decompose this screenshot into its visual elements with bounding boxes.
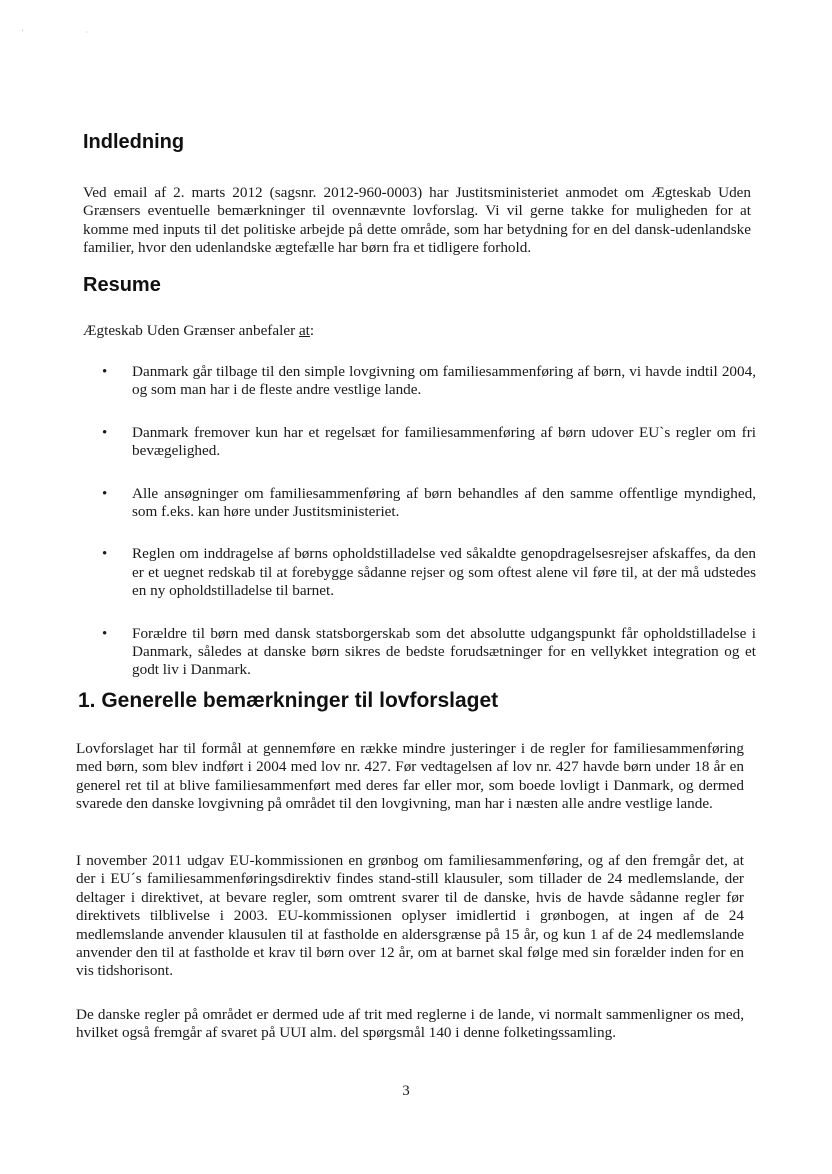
bullet-icon: • — [102, 625, 108, 642]
bullet-icon: • — [102, 485, 108, 502]
intro-heading: Indledning — [83, 131, 185, 153]
list-item-text: Reglen om inddragelse af børns opholdstilladelse ved såkaldte genopdragelsesrejser afskaffes, da den er et uegnet redskab til at forebygge sådanne rejser og som oftest alene vil føre til, at der må udstedes en ny opholdstilladelse til barnet. — [132, 545, 756, 600]
resume-heading: Resume — [83, 274, 161, 296]
section1-heading: 1. Generelle bemærkninger til lovforslaget — [78, 689, 499, 712]
resume-lead-end: : — [309, 322, 315, 339]
recommendation-list — [96, 363, 756, 704]
bullet-icon: • — [102, 364, 108, 380]
list-item — [96, 485, 756, 522]
list-item — [96, 424, 756, 461]
resume-lead-text: Ægteskab Uden Grænser anbefaler — [83, 322, 299, 339]
intro-paragraph: Ved email af 2. marts 2012 (sagsnr. 2012-960-0003) har Justitsministeriet anmodet om Ægteskab Uden Grænsers eventuelle bemærkninger til ovennævnte lovforslag. Vi vil gerne takke for muligheden for at komme med inputs til det politiske arbejde på dette område, som har betydning for en del dansk-udenlandske familier, hvor den udenlandske ægtefælle har børn fra et tidligere forhold. — [83, 184, 751, 257]
section1-paragraph-2: I november 2011 udgav EU-kommissionen en grønbog om familiesammenføring, og af den fremgår det, at der i EU´s familiesammenføringsdirektiv findes stand-still klausuler, som tillader de 24 medlemslande, der deltager i direktivet, at bevare regler, som omtrent svarer til de danske, hvis de havde sådanne regler før direktivets tilblivelse i 2003. EU-kommissionen oplyser imidlertid i grønbogen, at ingen af de 24 medlemslande anvender klausulen til at fastholde en aldersgrænse på 15 år, og kun 1 af de 24 medlemslande anvender den til at fastholde et krav til børn over 12 år, om at barnet skal følge med sin forælder inden for en vis tidshorisont. — [76, 852, 744, 980]
scan-specks: ' · — [22, 28, 119, 37]
resume-lead — [83, 322, 751, 340]
section1-paragraph-1: Lovforslaget har til formål at gennemføre en række mindre justeringer i de regler for familiesammenføring med børn, som blev indført i 2004 med lov nr. 427. Før vedtagelsen af lov nr. 427 havde børn under 18 år en generel ret til at blive familiesammenført med deres far eller mor, som boede lovligt i Danmark, og dermed svarede den danske lovgivning på området til den lovgivning, man har i næsten alle andre vestlige lande. — [76, 740, 744, 813]
list-item — [96, 545, 756, 600]
list-item-text: Danmark fremover kun har et regelsæt for familiesammenføring af børn udover EU`s regler om fri bevægelighed. — [132, 423, 756, 460]
bullet-icon: • — [102, 546, 108, 563]
list-item-text: Alle ansøgninger om familiesammenføring af børn behandles af den samme offentlige myndighed, som f.eks. kan høre under Justitsministeriet. — [132, 484, 756, 521]
section1-paragraph-3: De danske regler på området er dermed ude af trit med reglerne i de lande, vi normalt sammenligner os med, hvilket også fremgår af svaret på UUI alm. del spørgsmål 140 i denne folketingssamling. — [76, 1006, 744, 1042]
list-item-text: Danmark går tilbage til den simple lovgivning om familiesammenføring af børn, vi havde indtil 2004, og som man har i de fleste andre vestlige lande. — [132, 363, 756, 399]
page-number: 3 — [402, 1083, 410, 1099]
resume-lead-underlined: at — [298, 322, 310, 339]
bullet-icon: • — [102, 424, 108, 441]
list-item — [96, 363, 756, 400]
list-item-text: Forældre til børn med dansk statsborgerskab som det absolutte udgangspunkt får opholdstilladelse i Danmark, således at danske børn sikres de bedste forudsætninger for en vellykket integration og et godt liv i Danmark. — [132, 624, 756, 679]
list-item — [96, 625, 756, 680]
